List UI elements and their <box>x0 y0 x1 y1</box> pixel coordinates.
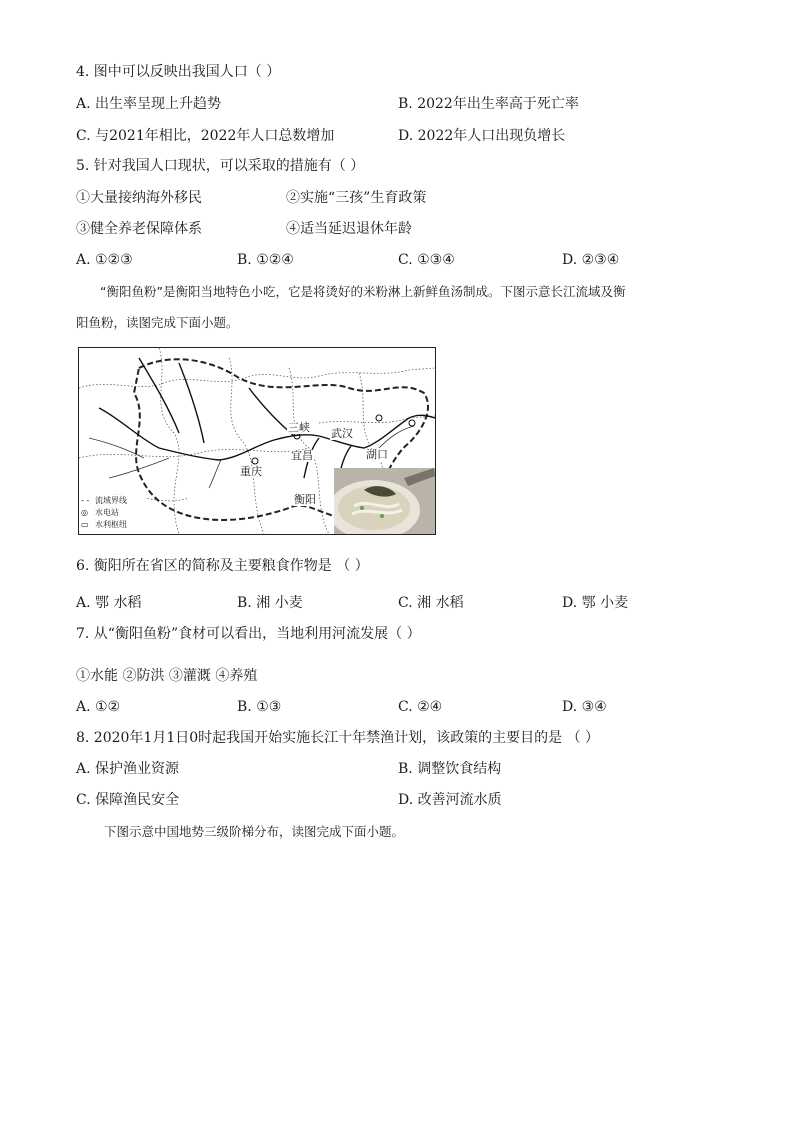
q7-option-d: D. ③④ <box>562 699 607 715</box>
label-sanxia: 三峡 <box>288 421 310 434</box>
q6-stem: 6. 衡阳所在省区的简称及主要粮食作物是 （ ） <box>76 558 369 574</box>
q5-option-b: B. ①②④ <box>237 252 294 268</box>
q8-option-d: D. 改善河流水质 <box>398 792 502 808</box>
yangtze-basin-map <box>78 347 436 535</box>
q6-option-a: A. 鄂 水稻 <box>76 595 142 611</box>
hengyang-fish-noodle-photo <box>334 468 435 534</box>
q5-measure-4: ④适当延迟退休年龄 <box>286 221 412 237</box>
q5-measure-2: ②实施“三孩”生育政策 <box>286 190 427 206</box>
q4-option-b: B. 2022年出生率高于死亡率 <box>398 96 579 112</box>
q5-option-d: D. ②③④ <box>562 252 620 268</box>
intro2: 下图示意中国地势三级阶梯分布，读图完成下面小题。 <box>104 824 405 839</box>
q4-stem: 4. 图中可以反映出我国人口（ ） <box>76 64 281 80</box>
q5-option-a: A. ①②③ <box>76 252 133 268</box>
map-legend <box>81 495 145 531</box>
q7-option-b: B. ①③ <box>237 699 282 715</box>
q6-option-c: C. 湘 水稻 <box>398 595 464 611</box>
q4-option-a: A. 出生率呈现上升趋势 <box>76 96 222 112</box>
q8-option-c: C. 保障渔民安全 <box>76 792 180 808</box>
q7-items: ①水能 ②防洪 ③灌溉 ④养殖 <box>76 668 258 684</box>
q5-measure-3: ③健全养老保障体系 <box>76 221 202 237</box>
label-chongqing: 重庆 <box>240 465 262 478</box>
label-wuhan: 武汉 <box>331 427 353 440</box>
q5-measure-1: ①大量接纳海外移民 <box>76 190 202 206</box>
intro1-line1: “衡阳鱼粉”是衡阳当地特色小吃，它是将烫好的米粉淋上新鲜鱼汤制成。下图示意长江流域及衡 <box>100 284 626 299</box>
q4-option-c: C. 与2021年相比，2022年人口总数增加 <box>76 128 335 144</box>
q8-option-b: B. 调整饮食结构 <box>398 761 502 777</box>
q8-option-a: A. 保护渔业资源 <box>76 761 180 777</box>
intro1-line2: 阳鱼粉，读图完成下面小题。 <box>76 315 239 330</box>
q7-stem: 7. 从“衡阳鱼粉”食材可以看出，当地利用河流发展（ ） <box>76 626 421 642</box>
label-hukou: 湖口 <box>366 448 388 461</box>
q7-option-a: A. ①② <box>76 699 121 715</box>
q5-option-c: C. ①③④ <box>398 252 455 268</box>
label-hengyang: 衡阳 <box>294 493 316 506</box>
q8-stem: 8. 2020年1月1日0时起我国开始实施长江十年禁渔计划，该政策的主要目的是 （ ） <box>76 730 600 746</box>
q6-option-b: B. 湘 小麦 <box>237 595 303 611</box>
q7-option-c: C. ②④ <box>398 699 443 715</box>
legend-boundary: - - 流域界线 <box>81 496 127 505</box>
q6-option-d: D. 鄂 小麦 <box>562 595 629 611</box>
legend-water-project: ▭ 水利枢纽 <box>81 520 127 529</box>
label-yichang: 宜昌 <box>291 449 313 462</box>
legend-hydro-station: ◎ 水电站 <box>81 508 119 517</box>
q5-stem: 5. 针对我国人口现状，可以采取的措施有（ ） <box>76 158 365 174</box>
q4-option-d: D. 2022年人口出现负增长 <box>398 128 566 144</box>
